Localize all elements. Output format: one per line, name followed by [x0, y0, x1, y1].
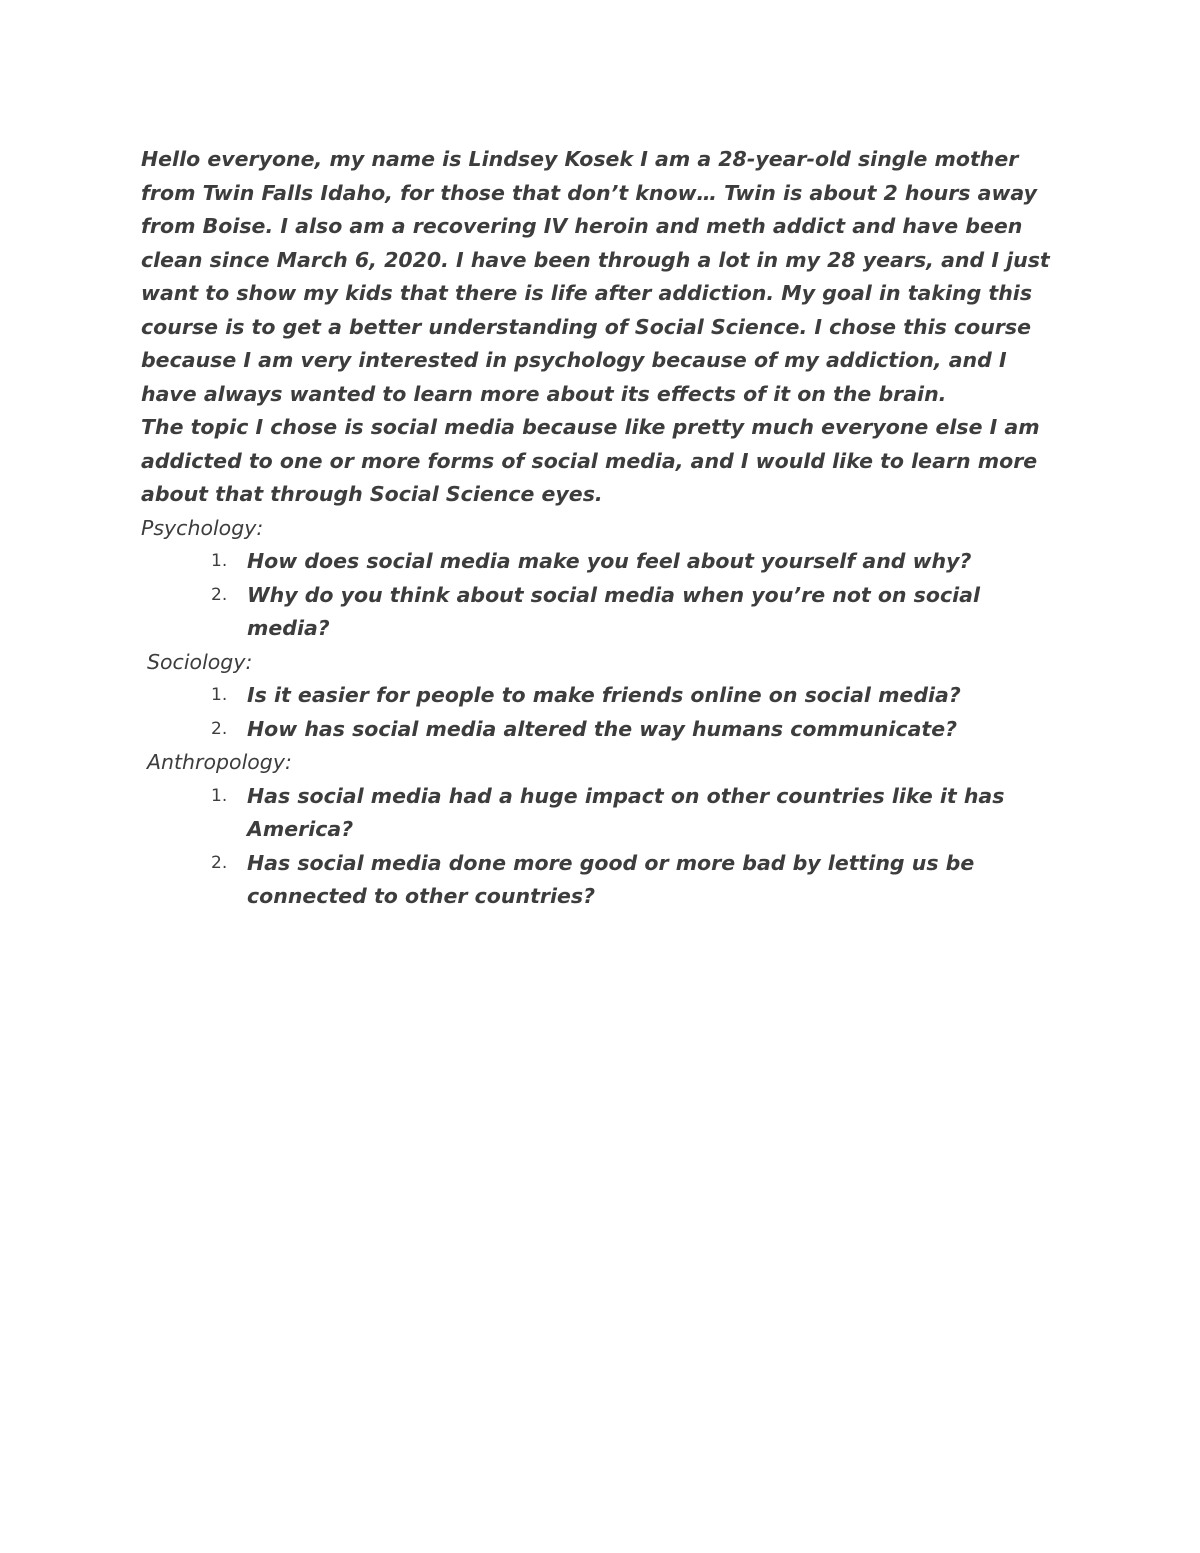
intro-line: Hello everyone, my name is Lindsey Kosek I am a 28-year-old single mother [141, 147, 1019, 171]
intro-line: course is to get a better understanding of Social Science. I chose this course [141, 314, 1032, 339]
list-number: 2. [211, 584, 228, 605]
question-line: connected to other countries? [247, 884, 595, 908]
topic-line: addicted to one or more forms of social media, and I would like to learn more [141, 448, 1038, 473]
intro-line: from Twin Falls Idaho, for those that don’t know… Twin is about 2 hours away [141, 180, 1037, 205]
intro-paragraph [141, 143, 1071, 411]
psychology-heading: Psychology: [141, 515, 264, 540]
question-line: Is it easier for people to make friends online on social media? [247, 683, 961, 707]
document-body [141, 143, 1071, 914]
list-number: 2. [211, 852, 228, 873]
list-item [141, 847, 1071, 914]
question-line: Why do you think about social media when you’re not on social [247, 582, 980, 607]
list-number: 1. [211, 551, 228, 571]
sociology-questions [141, 679, 1071, 746]
list-item [141, 713, 1071, 747]
list-number: 1. [211, 785, 228, 806]
topic-paragraph [141, 411, 1071, 512]
intro-line: because I am very interested in psychology because of my addiction, and I [141, 348, 1007, 372]
intro-line: from Boise. I also am a recovering IV heroin and meth addict and have been [141, 214, 1023, 238]
list-item [141, 545, 1071, 579]
list-item [141, 679, 1071, 713]
question-line: How does social media make you feel about yourself and why? [247, 549, 972, 573]
question-line: America? [247, 817, 354, 841]
anthropology-heading: Anthropology: [147, 750, 292, 774]
topic-line: about that through Social Science eyes. [141, 482, 603, 506]
anthropology-questions [141, 780, 1071, 914]
intro-line: want to show my kids that there is life after addiction. My goal in taking this [141, 281, 1033, 305]
sociology-heading: Sociology: [147, 649, 253, 674]
question-line: Has social media had a huge impact on other countries like it has [247, 783, 1005, 808]
psychology-questions [141, 545, 1071, 646]
intro-line: clean since March 6, 2020. I have been through a lot in my 28 years, and I just [141, 247, 1050, 272]
list-item [141, 579, 1071, 646]
question-line: media? [247, 616, 330, 640]
question-line: How has social media altered the way humans communicate? [247, 716, 958, 741]
intro-line: have always wanted to learn more about its effects of it on the brain. [141, 381, 947, 406]
list-item [141, 780, 1071, 847]
topic-line: The topic I chose is social media because like pretty much everyone else I am [141, 415, 1040, 439]
list-number: 1. [211, 685, 228, 705]
question-line: Has social media done more good or more bad by letting us be [247, 850, 975, 875]
list-number: 2. [211, 718, 228, 739]
